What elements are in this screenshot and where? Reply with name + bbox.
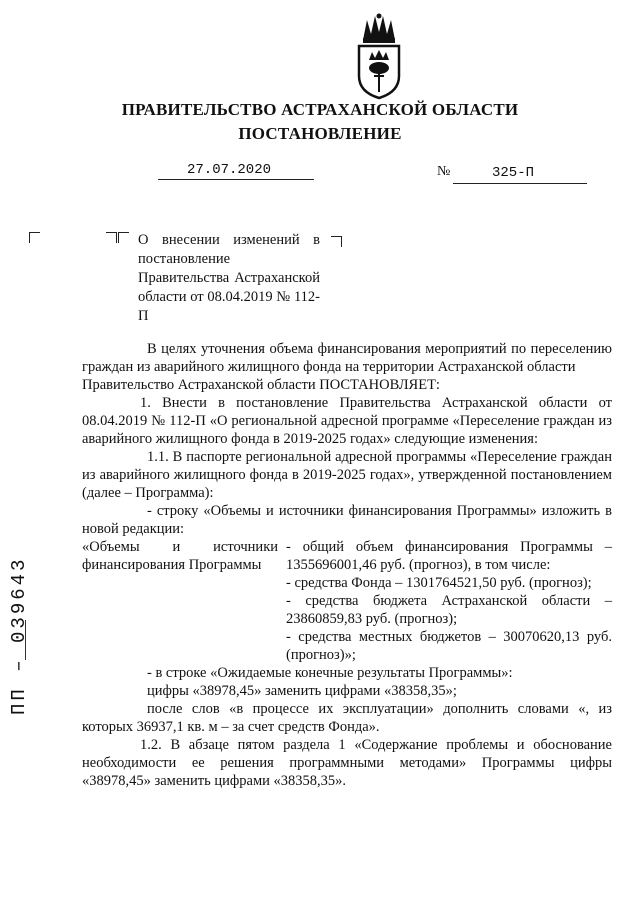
serial-stamp: ПП – 039643 [8, 556, 30, 715]
corner-mark-subject-left [118, 232, 129, 243]
financing-fund: - средства Фонда – 1301764521,50 руб. (прогноз); [286, 575, 592, 591]
paragraph-new-edition: - строку «Объемы и источники финансирования Программы» изложить в новой редакции: [82, 503, 612, 537]
financing-table [82, 538, 612, 664]
corner-mark-subject-right [331, 236, 342, 247]
financing-table-label: «Объемы и источники финансирования Программы [82, 539, 278, 573]
paragraph-add-words: после слов «в процессе их эксплуатации» дополнить словами «, из которых 36937,1 кв. м – за счет средств Фонда». [82, 701, 612, 735]
government-title: ПРАВИТЕЛЬСТВО АСТРАХАНСКОЙ ОБЛАСТИ [121, 100, 519, 119]
financing-regional-budget: - средства бюджета Астраханской области – 23860859,83 руб. (прогноз); [286, 593, 612, 627]
document-type-title: ПОСТАНОВЛЕНИЕ [238, 124, 402, 143]
document-date: 27.07.2020 [187, 162, 272, 178]
coat-of-arms-emblem [353, 12, 405, 100]
number-underline [453, 182, 587, 184]
paragraph-replace-figures: цифры «38978,45» заменить цифрами «38358,35»; [147, 683, 457, 699]
paragraph-item-1-2: 1.2. В абзаце пятом раздела 1 «Содержание проблемы и обоснование необходимости ее решения программными методами» Программы цифры «38978,45» заменить цифрами «38358,35». [82, 737, 612, 789]
paragraph-item-1: 1. Внести в постановление Правительства Астраханской области от 08.04.2019 № 112-П «О региональной адресной программе «Переселение граждан из аварийного жилищного фонда в 2019-2025 годах» следующие изменения: [82, 395, 612, 447]
paragraph-results-row: - в строке «Ожидаемые конечные результаты Программы»: [147, 665, 513, 681]
paragraph-resolves: Правительство Астраханской области ПОСТАНОВЛЯЕТ: [82, 377, 440, 393]
number-sign: № [437, 164, 451, 179]
paragraph-purpose: В целях уточнения объема финансирования мероприятий по переселению граждан из аварийного жилищного фонда на территории Астраханской области [82, 341, 612, 375]
financing-local-budgets: - средства местных бюджетов – 30070620,13 руб. (прогноз)»; [286, 629, 612, 663]
corner-mark-left [29, 232, 40, 243]
document-body [82, 340, 612, 790]
financing-total: - общий объем финансирования Программы – 1355696001,46 руб. (прогноз), в том числе: [286, 539, 612, 573]
financing-table-values [286, 538, 612, 664]
document-subject: О внесении изменений в постановление Правительства Астраханской области от 08.04.2019 № 112-П [138, 232, 320, 324]
document-number: 325-П [492, 165, 535, 181]
corner-mark-subject-left-2 [106, 232, 117, 243]
paragraph-item-1-1: 1.1. В паспорте региональной адресной программы «Переселение граждан из аварийного жилищного фонда в 2019-2025 годах», утвержденной постановлением (далее – Программа): [82, 449, 612, 501]
date-underline [158, 178, 314, 180]
